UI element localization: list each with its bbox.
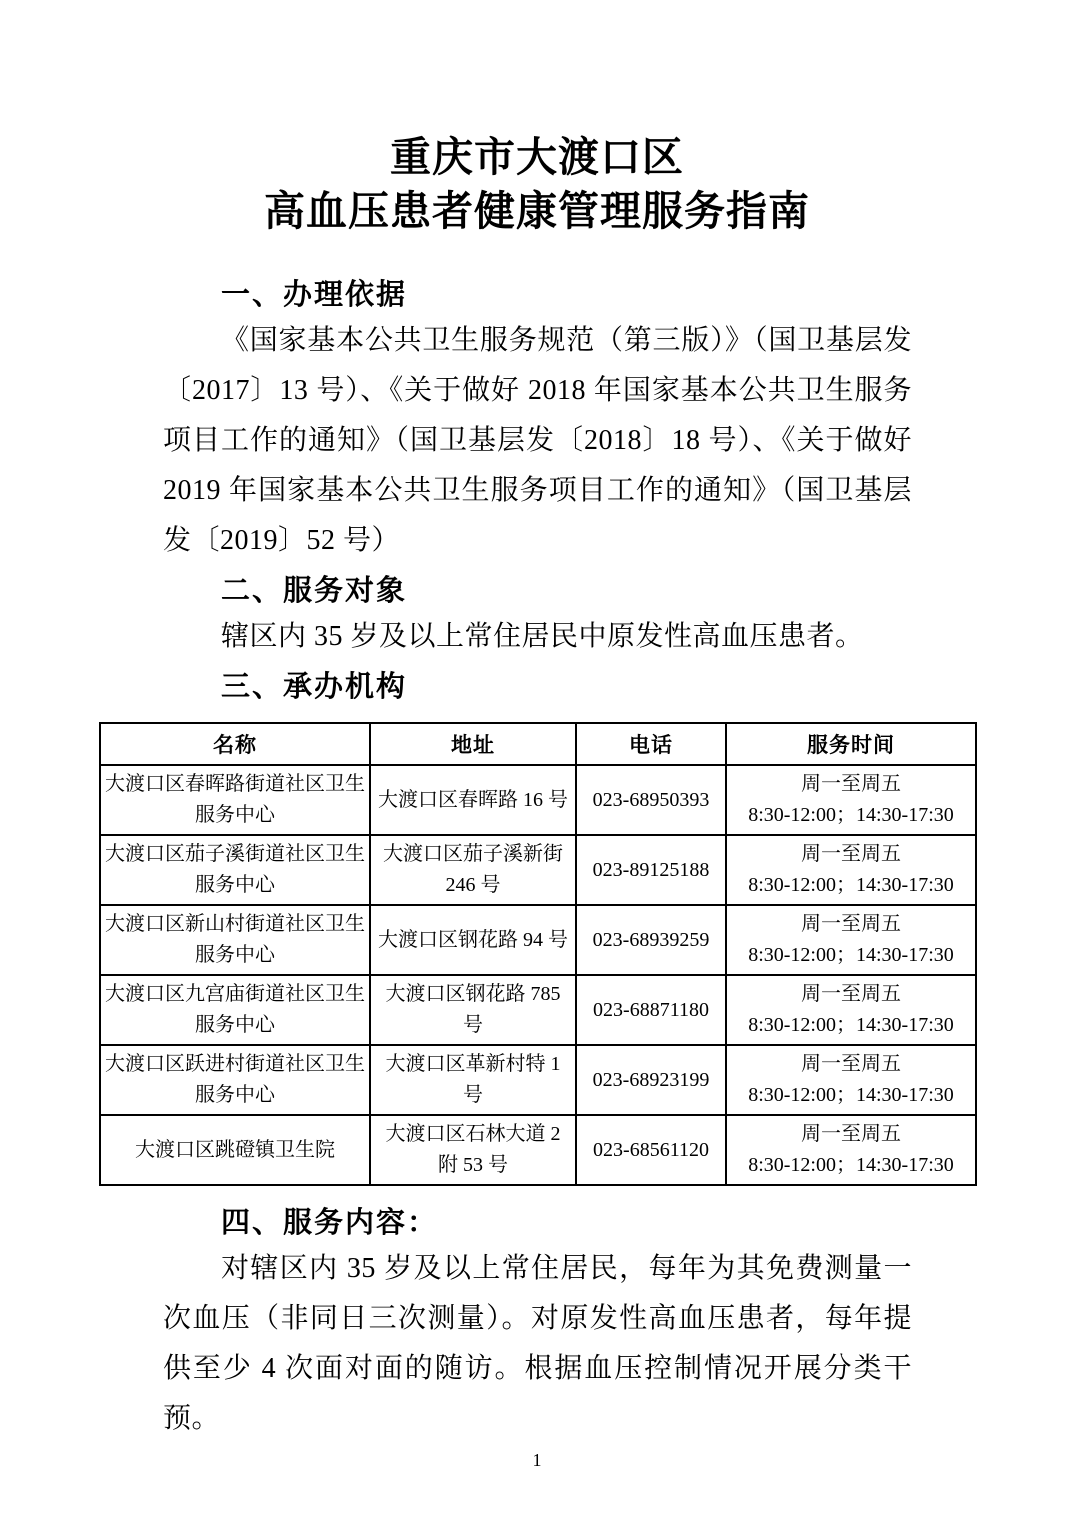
cell-hours: [726, 835, 976, 905]
cell-address: 大渡口区春晖路 16 号: [370, 765, 576, 835]
table-row: [100, 1115, 976, 1185]
cell-hours: [726, 1045, 976, 1115]
cell-hours: [726, 975, 976, 1045]
table-row: [100, 1045, 976, 1115]
table-row: [100, 835, 976, 905]
cell-phone: 023-68923199: [576, 1045, 726, 1115]
cell-institution-name: 大渡口区跳磴镇卫生院: [100, 1115, 370, 1185]
cell-institution-name: 大渡口区春晖路街道社区卫生服务中心: [100, 765, 370, 835]
hours-days: 周一至周五: [801, 773, 901, 795]
cell-institution-name: 大渡口区九宫庙街道社区卫生服务中心: [100, 975, 370, 1045]
cell-phone: 023-68561120: [576, 1115, 726, 1185]
page-number: 1: [532, 1450, 542, 1470]
cell-address: 大渡口区钢花路 785 号: [370, 975, 576, 1045]
column-header-phone: 电话: [576, 723, 726, 765]
document-title-line2: 高血压患者健康管理服务指南: [264, 188, 810, 234]
hours-times: 8:30-12:00；14:30-17:30: [748, 874, 954, 896]
hours-times: 8:30-12:00；14:30-17:30: [748, 1014, 954, 1036]
hours-days: 周一至周五: [801, 1123, 901, 1145]
section-content-paragraph: 对辖区内 35 岁及以上常住居民，每年为其免费测量一次血压（非同日三次测量）。对原发性高血压患者，每年提供至少 4 次面对面的随访。根据血压控制情况开展分类干预。: [163, 1253, 912, 1434]
column-header-address: 地址: [370, 723, 576, 765]
hours-days: 周一至周五: [801, 913, 901, 935]
column-header-name: 名称: [100, 723, 370, 765]
column-header-hours: 服务时间: [726, 723, 976, 765]
cell-institution-name: 大渡口区跃进村街道社区卫生服务中心: [100, 1045, 370, 1115]
cell-phone: 023-68939259: [576, 905, 726, 975]
cell-phone: 023-68950393: [576, 765, 726, 835]
cell-hours: [726, 765, 976, 835]
table-row: [100, 765, 976, 835]
institutions-table: [99, 722, 977, 1186]
cell-institution-name: 大渡口区新山村街道社区卫生服务中心: [100, 905, 370, 975]
hours-times: 8:30-12:00；14:30-17:30: [748, 1084, 954, 1106]
cell-institution-name: 大渡口区茄子溪街道社区卫生服务中心: [100, 835, 370, 905]
cell-phone: 023-89125188: [576, 835, 726, 905]
cell-address: 大渡口区钢花路 94 号: [370, 905, 576, 975]
table-row: [100, 975, 976, 1045]
hours-times: 8:30-12:00；14:30-17:30: [748, 944, 954, 966]
section-heading-basis: 一、办理依据: [221, 279, 408, 311]
hours-days: 周一至周五: [801, 983, 901, 1005]
hours-days: 周一至周五: [801, 1053, 901, 1075]
document-title-line1: 重庆市大渡口区: [390, 134, 684, 180]
section-heading-target: 二、服务对象: [221, 575, 408, 607]
document-title: [99, 130, 975, 238]
section-target-paragraph: 辖区内 35 岁及以上常住居民中原发性高血压患者。: [221, 621, 864, 652]
hours-times: 8:30-12:00；14:30-17:30: [748, 804, 954, 826]
cell-hours: [726, 1115, 976, 1185]
hours-times: 8:30-12:00；14:30-17:30: [748, 1154, 954, 1176]
section-heading-content: 四、服务内容：: [221, 1207, 439, 1239]
table-row: [100, 905, 976, 975]
cell-address: 大渡口区茄子溪新街 246 号: [370, 835, 576, 905]
table-header-row: [100, 723, 976, 765]
hours-days: 周一至周五: [801, 843, 901, 865]
section-basis-paragraph: 《国家基本公共卫生服务规范（第三版）》（国卫基层发〔2017〕13 号）、《关于做好 2018 年国家基本公共卫生服务项目工作的通知》（国卫基层发〔2018〕18 号）、《关于做好 2019 年国家基本公共卫生服务项目工作的通知》（国卫基层发〔2019〕52 号）: [163, 325, 912, 556]
section-heading-institutions: 三、承办机构: [221, 671, 408, 703]
cell-phone: 023-68871180: [576, 975, 726, 1045]
cell-address: 大渡口区石林大道 2 附 53 号: [370, 1115, 576, 1185]
cell-hours: [726, 905, 976, 975]
cell-address: 大渡口区革新村特 1 号: [370, 1045, 576, 1115]
